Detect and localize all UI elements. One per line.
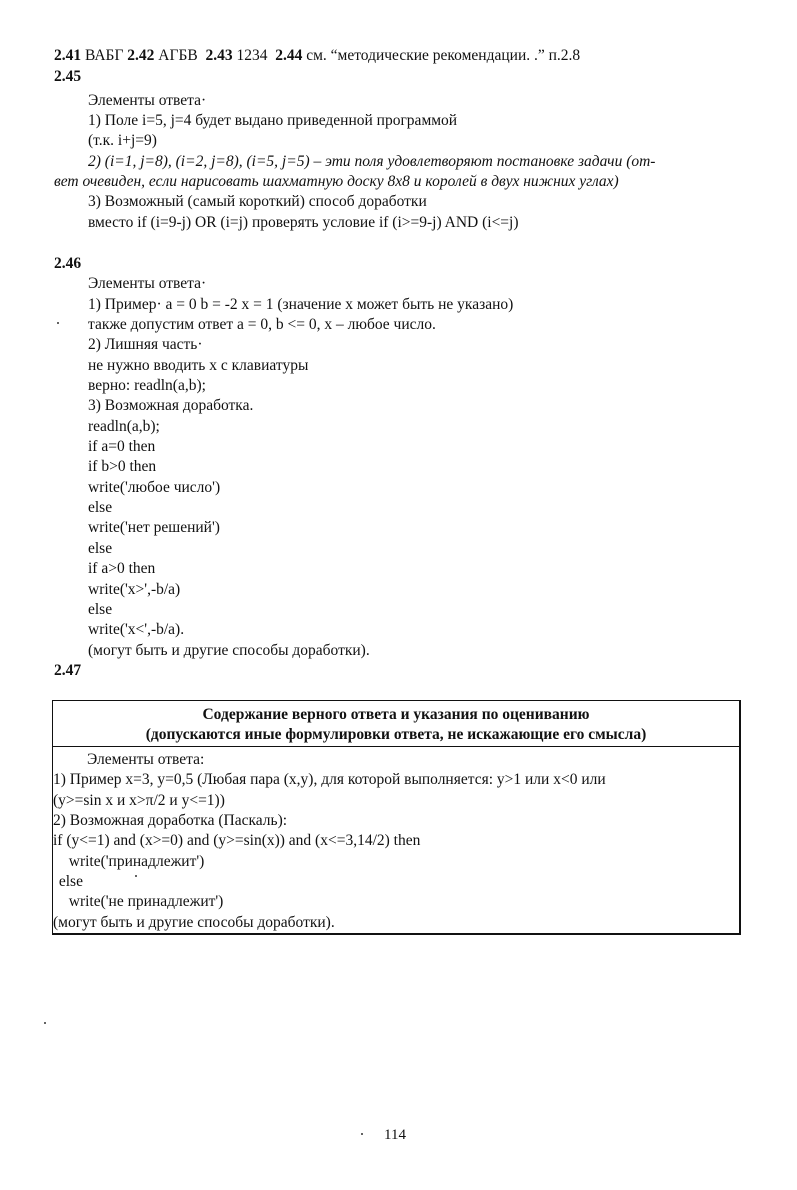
- s246-line: 1) Пример· a = 0 b = -2 x = 1 (значение x может быть не указано): [88, 296, 514, 313]
- s246-code-line: write('x>',-b/a): [88, 581, 181, 598]
- table-code-line: write('не принадлежит'): [61, 893, 224, 910]
- s246-code-line: else: [88, 601, 113, 618]
- table-header-line-1: Содержание верного ответа и указания по оцениванию: [202, 706, 590, 723]
- scan-speck: [44, 1022, 46, 1024]
- scan-speck: [135, 875, 137, 877]
- table-line: 2) Возможная доработка (Паскаль):: [53, 812, 288, 829]
- s246-code-line: readln(a,b);: [88, 418, 160, 435]
- s245-point-3: 3) Возможный (самый короткий) способ доработки: [88, 193, 427, 210]
- s246-line: Элементы ответа·: [88, 275, 207, 292]
- answer-2-43: 1234: [236, 47, 268, 64]
- page-number: 114: [384, 1127, 406, 1143]
- s246-line: (могут быть и другие способы доработки).: [88, 642, 370, 659]
- s245-point-1-note: (т.к. i+j=9): [88, 132, 157, 149]
- s246-code-line: if a=0 then: [88, 438, 156, 455]
- task-number-2-44: 2.44: [275, 47, 303, 64]
- task-number-2-42: 2.42: [127, 47, 155, 64]
- table-line: Элементы ответа:: [87, 751, 205, 768]
- answers-line-241-244: [54, 46, 580, 66]
- s245-point-1: 1) Поле i=5, j=4 будет выдано приведенной программой: [88, 112, 458, 129]
- answer-table-2-47: [52, 700, 741, 935]
- answer-2-44: см. “методические рекомендации. .” п.2.8: [306, 47, 581, 64]
- task-number-2-41: 2.41: [54, 47, 82, 64]
- section-heading-2-46: 2.46: [54, 255, 82, 272]
- answer-2-41: ВАБГ: [85, 47, 124, 64]
- s245-point-2-cont: вет очевиден, если нарисовать шахматную доску 8x8 и королей в двух нижних углах): [54, 173, 619, 190]
- s246-line: также допустим ответ a = 0, b <= 0, x – любое число.: [88, 316, 436, 333]
- s246-code-line: write('любое число'): [88, 479, 221, 496]
- s246-line: верно: readln(a,b);: [88, 377, 206, 394]
- scan-speck: [57, 322, 59, 324]
- s246-line: 2) Лишняя часть·: [88, 336, 203, 353]
- table-code-line: else: [55, 873, 83, 890]
- section-heading-2-45: 2.45: [54, 68, 82, 85]
- s246-code-line: if a>0 then: [88, 560, 156, 577]
- table-line: (y>=sin x и x>π/2 и y<=1)): [53, 792, 225, 809]
- s246-code-line: else: [88, 540, 113, 557]
- scan-speck: [361, 1133, 363, 1135]
- section-heading-2-47: 2.47: [54, 662, 82, 679]
- s246-code-line: write('нет решений'): [88, 519, 220, 536]
- answer-2-42: АГБВ: [158, 47, 198, 64]
- s246-code-line: else: [88, 499, 113, 516]
- s246-line: 3) Возможная доработка.: [88, 397, 254, 414]
- table-line: (могут быть и другие способы доработки).: [53, 914, 335, 931]
- s245-point-2: 2) (i=1, j=8), (i=2, j=8), (i=5, j=5) – эти поля удовлетворяют постановке задачи (от-: [88, 153, 656, 170]
- table-code-line: write('принадлежит'): [61, 853, 205, 870]
- task-number-2-43: 2.43: [205, 47, 233, 64]
- s246-code-line: write('x<',-b/a).: [88, 621, 185, 638]
- table-divider: [53, 746, 739, 747]
- s245-intro: Элементы ответа·: [88, 92, 207, 109]
- s246-line: не нужно вводить x с клавиатуры: [88, 357, 309, 374]
- s245-point-3-cont: вместо if (i=9-j) OR (i=j) проверять условие if (i>=9-j) AND (i<=j): [88, 214, 519, 231]
- table-line: 1) Пример x=3, y=0,5 (Любая пара (x,y), для которой выполняется: y>1 или x<0 или: [53, 771, 606, 788]
- table-code-line: if (y<=1) and (x>=0) and (y>=sin(x)) and (x<=3,14/2) then: [53, 832, 421, 849]
- table-header-line-2: (допускаются иные формулировки ответа, не искажающие его смысла): [145, 726, 647, 743]
- s246-code-line: if b>0 then: [88, 458, 157, 475]
